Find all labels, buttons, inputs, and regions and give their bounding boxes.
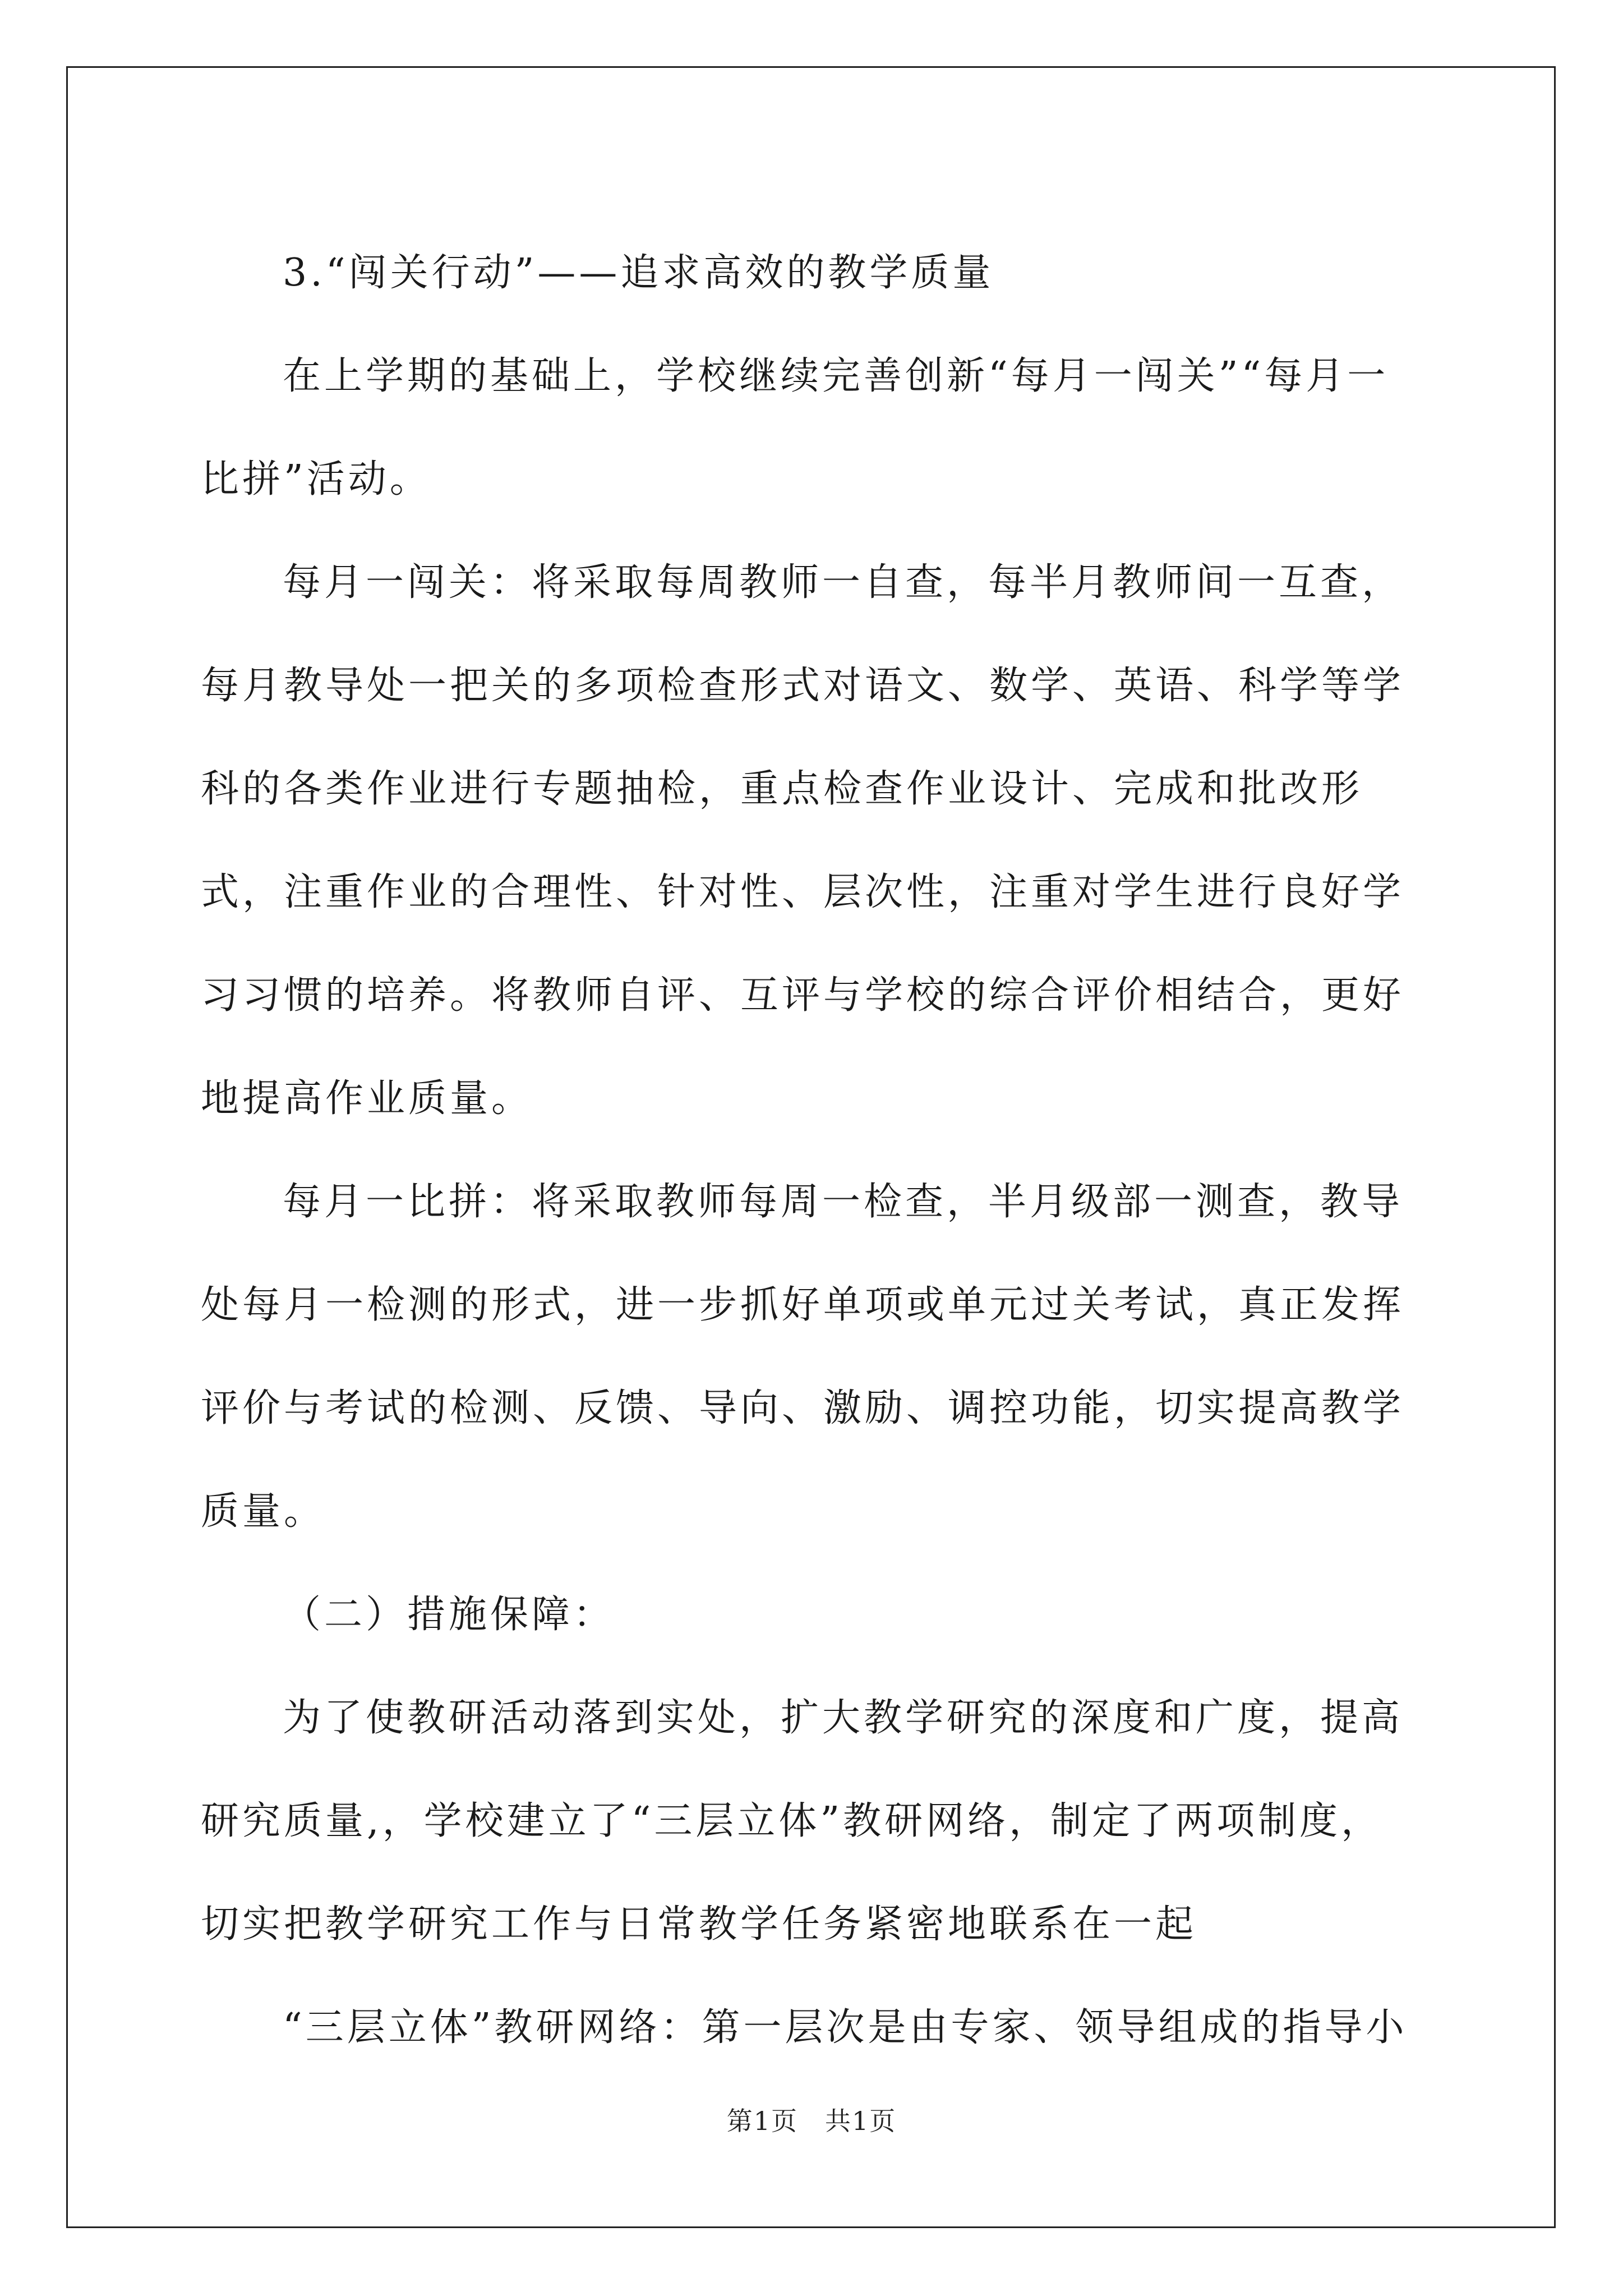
page-footer: 第1页 共1页 <box>726 2106 897 2136</box>
paragraph-intro: 在上学期的基础上，学校继续完善创新“每月一闯关”“每月一比拼”活动。 <box>201 354 1389 501</box>
paragraph-monthly-bipin: 每月一比拼：将采取教师每周一检查，半月级部一测查，教导处每月一检测的形式，进一步抓好单项或单元过关考试，真正发挥评价与考试的检测、反馈、导向、激励、调控功能，切实提高教学质量。 <box>201 1180 1405 1534</box>
paragraph-heading-chuangguan: 3.“闯关行动”——追求高效的教学质量 <box>283 251 994 295</box>
paragraph-three-layer: “三层立体”教研网络：第一层次是由专家、领导组成的指导小 <box>283 2005 1408 2050</box>
paragraph-research-network: 为了使教研活动落到实处，扩大教学研究的深度和广度，提高研究质量,，学校建立了“三层立体”教研网络，制定了两项制度，切实把教学研究工作与日常教学任务紧密地联系在一起 <box>201 1696 1404 1947</box>
paragraph-heading-measures: （二）措施保障： <box>283 1593 615 1637</box>
document-body <box>201 222 1423 2079</box>
paragraph-monthly-chuangguan: 每月一闯关：将采取每周教师一自查，每半月教师间一互查，每月教导处一把关的多项检查形式对语文、数学、英语、科学等学科的各类作业进行专题抽检，重点检查作业设计、完成和批改形式，注重作业的合理性、针对性、层次性，注重对学生进行良好学习习惯的培养。将教师自评、互评与学校的综合评价相结合，更好地提高作业质量。 <box>201 560 1405 1121</box>
